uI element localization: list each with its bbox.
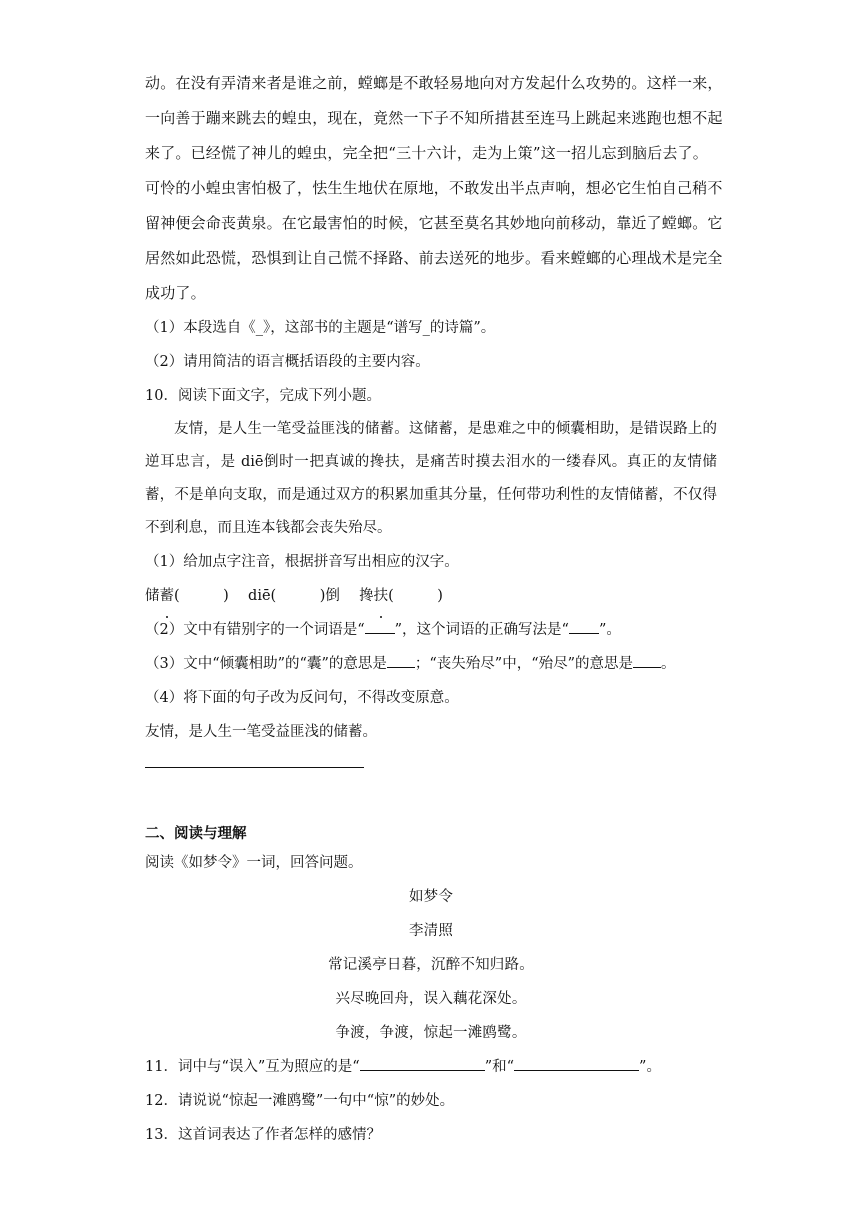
pinyin-item-die: diē( )倒 — [248, 588, 340, 604]
pinyin-item-chuxu: 储蓄( ) — [145, 588, 229, 604]
emphasis-dot-char: 扶 — [374, 579, 389, 613]
poem-line: 兴尽晚回舟，误入藕花深处。 — [335, 991, 527, 1007]
pinyin-item-chanfu: 搀扶( ) — [359, 588, 443, 604]
answer-line[interactable] — [145, 767, 364, 768]
passage-line: 动。在没有弄清来者是谁之前，螳螂是不敢轻易地向对方发起什么攻势的。这样一来， — [145, 74, 723, 92]
passage-line: 可怜的小蝗虫害怕极了，怯生生地伏在原地，不敢发出半点声响，想必它生怕自己稍不 — [145, 179, 723, 197]
section-title: 二、阅读与理解 — [145, 825, 247, 842]
q10-title: 10．阅读下面文字，完成下列小题。 — [145, 388, 381, 404]
answer-blank[interactable] — [360, 1056, 485, 1071]
q10-sentence: 友情，是人生一笔受益匪浅的储蓄。 — [145, 724, 377, 740]
passage-line: 留神便会命丧黄泉。在它最害怕的时候，它甚至莫名其妙地向前移动，靠近了螳螂。它 — [145, 214, 723, 232]
answer-blank[interactable] — [569, 619, 599, 634]
poem-author: 李清照 — [408, 923, 454, 939]
q10-sub3: （3）文中“倾囊相助”的“囊”的意思是 ；“丧失殆尽”中，“殆尽”的意思是 。 — [145, 647, 717, 681]
answer-blank[interactable] — [633, 653, 661, 668]
passage-line: 成功了。 — [145, 284, 206, 302]
q10-sub1: （1）给加点字注音，根据拼音写出相应的汉字。 — [145, 554, 459, 570]
poem-line: 争渡，争渡，惊起一滩鸥鹭。 — [335, 1025, 527, 1041]
passage-line: 居然如此恐慌，恐惧到让自己慌不择路、前去送死的地步。看来螳螂的心理战术是完全 — [145, 249, 723, 267]
q9-sub2: （2）请用简洁的语言概括语段的主要内容。 — [145, 354, 430, 370]
q11: 11．词中与“误入”互为照应的是“ ”和“ ”。 — [145, 1050, 717, 1084]
section-intro: 阅读《如梦令》一词，回答问题。 — [145, 855, 363, 871]
passage-line: 来了。已经慌了神儿的蝗虫，完全把“三十六计，走为上策”这一招儿忘到脑后去了。 — [145, 144, 708, 162]
q10-sub2: （2）文中有错别字的一个词语是“ ”，这个词语的正确写法是“ ”。 — [145, 613, 717, 647]
answer-blank[interactable] — [365, 619, 395, 634]
worksheet-page — [145, 66, 723, 1152]
answer-blank[interactable] — [514, 1056, 639, 1071]
q10-sub4: （4）将下面的句子改为反问句，不得改变原意。 — [145, 690, 459, 706]
friendship-passage: 友情，是人生一笔受益匪浅的储蓄。这储蓄，是患难之中的倾囊相助，是错误路上的逆耳忠言，是 diē倒时一把真诚的搀扶，是痛苦时摸去泪水的一缕春风。真正的友情储蓄，不是单向支取，而是通过双方的积累加重其分量，任何带功利性的友情储蓄，不仅得不到利息，而且连本钱都会丧失殆尽。 — [145, 421, 717, 536]
passage-line: 一向善于蹦来跳去的蝗虫，现在，竟然一下子不知所措甚至连马上跳起来逃跑也想不起 — [145, 109, 723, 127]
poem-line: 常记溪亭日暮，沉醉不知归路。 — [328, 957, 534, 973]
emphasis-dot-char: 蓄 — [160, 579, 175, 613]
answer-blank[interactable] — [387, 653, 415, 668]
poem — [145, 880, 717, 1050]
q12: 12．请说说“惊起一滩鸥鹭”一句中“惊”的妙处。 — [145, 1093, 455, 1109]
q13: 13．这首词表达了作者怎样的感情？ — [145, 1127, 381, 1143]
q9-sub1: （1）本段选自《_》，这部书的主题是“谱写_的诗篇”。 — [145, 320, 496, 336]
poem-title: 如梦令 — [408, 889, 454, 905]
mantis-passage — [145, 66, 723, 311]
pinyin-items — [145, 579, 717, 613]
